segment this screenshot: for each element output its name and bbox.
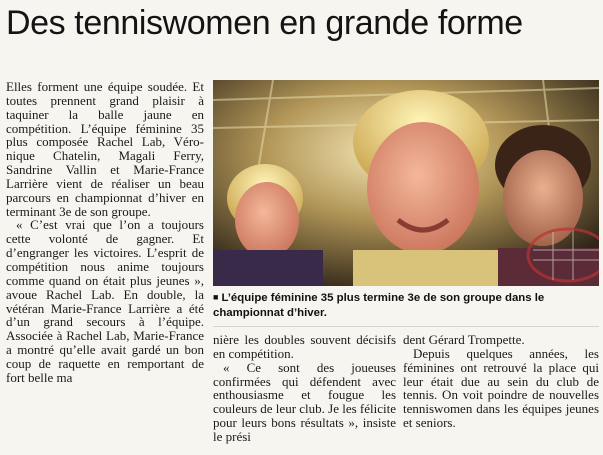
photo-caption bbox=[213, 290, 599, 321]
headline: Des tenniswomen en grande forme bbox=[6, 4, 523, 42]
paragraph: Elles forment une équipe soudée. Et toutes prennent grand plaisir à taquiner la balle jaune en compétition. L’équipe féminine 35 plus composée Rachel Lab, Véronique Chatelin, Magali Ferry, Sandrine Vallin et Marie-France Larrière vient de réaliser un beau parcours en championnat d’hiver en terminant 3e de son groupe. bbox=[6, 79, 204, 219]
paragraph: « Ce sont des joueuses confirmées qui défendent avec enthousiasme et fougue les couleurs de leur club. Je les félicite pour leurs bons résultats », insiste le prési bbox=[213, 359, 397, 444]
article-column-right bbox=[403, 333, 599, 430]
team-photo bbox=[213, 80, 599, 286]
caption-divider bbox=[213, 326, 599, 327]
paragraph: Depuis quelques années, les féminines ont retrouvé la place qui leur était due au sein du club de tennis. On voit poindre de nouvelles tenniswomen dans les équipes jeunes et seniors. bbox=[403, 345, 599, 431]
caption-marker: ■ bbox=[213, 292, 219, 302]
paragraph: nière les doubles souvent décisifs en compétition. bbox=[213, 332, 396, 361]
caption-text: L’équipe féminine 35 plus termine 3e de son groupe dans le championnat d’hiver. bbox=[213, 292, 545, 319]
article-column-middle bbox=[213, 333, 396, 444]
article-column-left bbox=[6, 80, 204, 385]
paragraph: « C’est vrai que l’on a toujours cette volonté de gagner. Et d’engranger les victoires. L’esprit de compétition nous anime toujours comme quand on était plus jeunes », avoue Rachel Lab. En double, la vétéran Marie-France Larrière a été d’un grand secours à l’équipe. Associée à Rachel Lab, Marie-France a montré qu’elle avait gardé un bon coup de raquette en remportant de fort belle ma bbox=[6, 217, 204, 385]
paragraph: dent Gérard Trompette. bbox=[403, 332, 525, 347]
